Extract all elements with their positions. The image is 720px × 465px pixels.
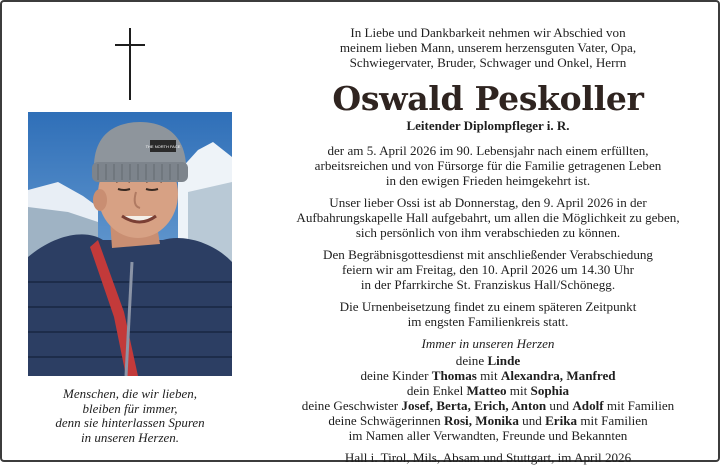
death-line: arbeitsreichen und von Fürsorge für die Familie getragenen Leben bbox=[314, 158, 662, 173]
place-date: Hall i. Tirol, Mils, Absam und Stuttgart, im April 2026 bbox=[344, 450, 632, 465]
family-siblings: deine Geschwister Josef, Berta, Erich, Anton und Adolf mit Familien bbox=[301, 398, 675, 413]
cross-icon bbox=[115, 28, 145, 100]
urn-line: Die Urnenbeisetzung findet zu einem späteren Zeitpunkt bbox=[339, 299, 637, 314]
intro-line: Schwiegervater, Bruder, Schwager und Onkel, Herrn bbox=[349, 55, 627, 70]
motto-line: Menschen, die wir lieben, bbox=[63, 386, 197, 401]
viewing-line: Unser lieber Ossi ist ab Donnerstag, den 9. April 2026 in der bbox=[329, 195, 647, 210]
motto-line: in unseren Herzen. bbox=[80, 429, 180, 445]
service-line: in der Pfarrkirche St. Franziskus Hall/Schönegg. bbox=[360, 277, 616, 292]
viewing-paragraph bbox=[264, 195, 712, 240]
hearts-line: Immer in unseren Herzen bbox=[421, 336, 555, 351]
family-all: im Namen aller Verwandten, Freunde und Bekannten bbox=[348, 428, 628, 443]
intro-text bbox=[264, 25, 712, 70]
notice-text bbox=[264, 25, 712, 465]
death-line: der am 5. April 2026 im 90. Lebensjahr nach einem erfüllten, bbox=[327, 143, 649, 158]
death-paragraph bbox=[264, 143, 712, 188]
motto-line: denn sie hinterlassen Spuren bbox=[55, 415, 205, 430]
urn-line: im engsten Familienkreis statt. bbox=[407, 314, 569, 329]
family-grandchild: dein Enkel Matteo mit Sophia bbox=[406, 383, 570, 398]
service-paragraph bbox=[264, 247, 712, 292]
viewing-line: sich persönlich von ihm verabschieden zu können. bbox=[355, 225, 621, 240]
family-wife: deine Linde bbox=[455, 353, 521, 368]
family-list bbox=[264, 353, 712, 443]
intro-line: meinem lieben Mann, unserem herzensguten Vater, Opa, bbox=[339, 40, 637, 55]
portrait-photo bbox=[28, 112, 232, 376]
deceased-title: Leitender Diplompfleger i. R. bbox=[406, 118, 570, 133]
urn-paragraph bbox=[264, 299, 712, 329]
death-line: in den ewigen Frieden heimgekehrt ist. bbox=[385, 173, 591, 188]
deceased-name: Oswald Peskoller bbox=[332, 79, 644, 118]
viewing-line: Aufbahrungskapelle Hall aufgebahrt, um allen die Möglichkeit zu geben, bbox=[296, 210, 680, 225]
memorial-motto bbox=[28, 387, 232, 445]
service-line: feiern wir am Freitag, den 10. April 2026 um 14.30 Uhr bbox=[341, 262, 634, 277]
service-line: Den Begräbnisgottesdienst mit anschließender Verabschiedung bbox=[323, 247, 653, 262]
motto-line: bleiben für immer, bbox=[82, 400, 178, 416]
intro-line: In Liebe und Dankbarkeit nehmen wir Abschied von bbox=[350, 25, 626, 40]
family-in-laws: deine Schwägerinnen Rosi, Monika und Erika mit Familien bbox=[328, 413, 648, 428]
beanie-logo-text: THE NORTH FACE bbox=[145, 144, 181, 149]
family-children: deine Kinder Thomas mit Alexandra, Manfred bbox=[360, 368, 616, 383]
